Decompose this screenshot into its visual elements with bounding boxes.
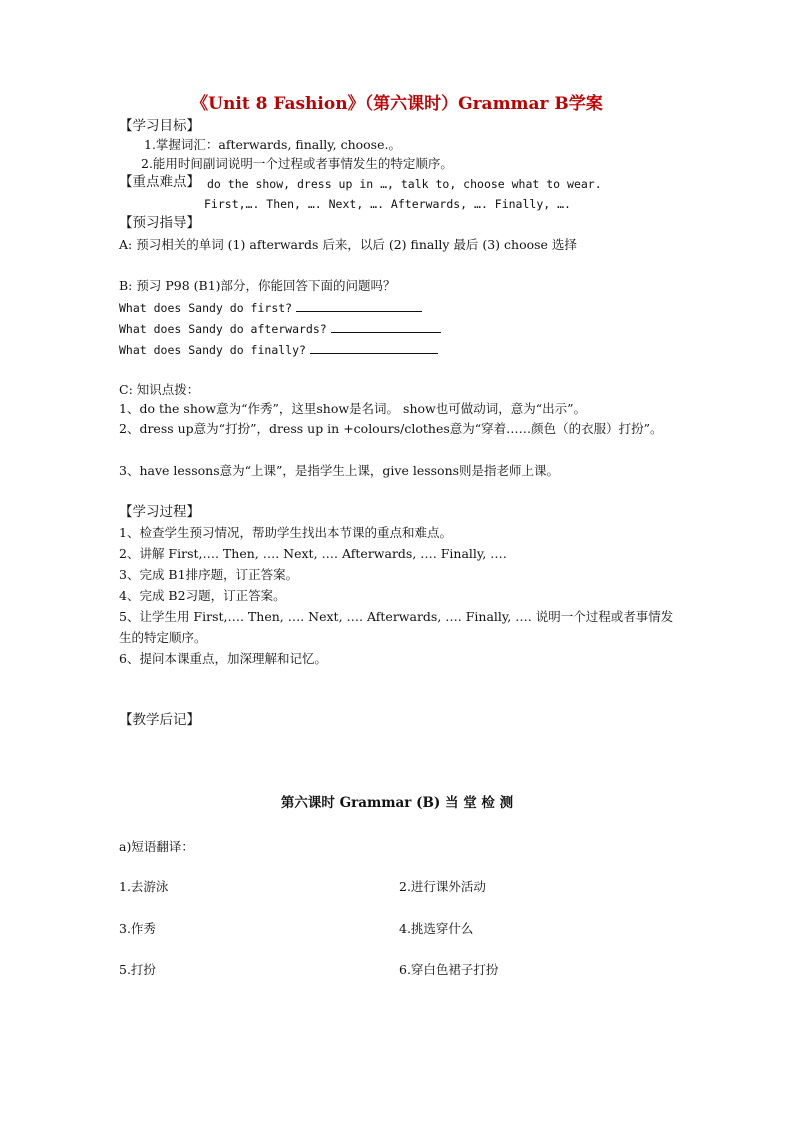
preview-b-line: B: 预习 P98 (B1)部分，你能回答下面的问题吗？ <box>119 278 396 293</box>
phrase-item-2: 2.进行课外活动 <box>399 879 486 894</box>
preview-a-line: A: 预习相关的单词 (1) afterwards 后来，以后 (2) finally 最后 (3) choose 选择 <box>119 237 577 252</box>
process-item-1: 1、检查学生预习情况，帮助学生找出本节课的重点和难点。 <box>119 525 452 540</box>
question-3-text: What does Sandy do finally? <box>119 343 306 357</box>
key-points-heading: 【重点难点】 <box>119 174 200 190</box>
question-1 <box>119 299 422 316</box>
knowledge-item-3: 3、have lessons意为“上课”，是指学生上课，give lessons则是指老师上课。 <box>119 463 560 478</box>
key-points-line-2: First,…. Then, …. Next, …. Afterwards, …. Finally, …. <box>204 197 571 211</box>
preview-c-heading: C: 知识点拨： <box>119 382 200 397</box>
process-item-4: 4、完成 B2习题，订正答案。 <box>119 588 286 603</box>
phrase-item-3: 3.作秀 <box>119 921 156 936</box>
preview-heading: 【预习指导】 <box>119 215 200 231</box>
process-item-6: 6、提问本课重点，加深理解和记忆。 <box>119 651 327 666</box>
question-2-text: What does Sandy do afterwards? <box>119 322 327 336</box>
answer-blank-1[interactable] <box>296 299 422 312</box>
knowledge-item-2: 2、dress up意为“打扮”，dress up in +colours/clothes意为“穿着……颜色（的衣服）打扮”。 <box>119 421 663 436</box>
process-item-2: 2、讲解 First,…. Then, …. Next, …. Afterwards, …. Finally, …. <box>119 546 507 561</box>
postscript-heading: 【教学后记】 <box>119 712 200 728</box>
key-points-line-1: do the show, dress up in …, talk to, choose what to wear. <box>207 177 602 191</box>
document-title: 《Unit 8 Fashion》（第六课时）Grammar B学案 <box>191 94 603 114</box>
objectives-heading: 【学习目标】 <box>119 118 200 134</box>
objective-item-2: 2.能用时间副词说明一个过程或者事情发生的特定顺序。 <box>141 156 453 171</box>
objective-item-1: 1.掌握词汇：afterwards, finally, choose.。 <box>144 137 401 152</box>
question-3 <box>119 341 438 358</box>
process-item-3: 3、完成 B1排序题，订正答案。 <box>119 567 299 582</box>
process-heading: 【学习过程】 <box>119 504 200 520</box>
phrase-item-6: 6.穿白色裙子打扮 <box>399 962 499 977</box>
question-2 <box>119 320 441 337</box>
answer-blank-3[interactable] <box>310 341 438 354</box>
check-section-a: a)短语翻译： <box>119 839 194 854</box>
phrase-item-4: 4.挑选穿什么 <box>399 921 474 936</box>
phrase-item-1: 1.去游泳 <box>119 879 169 894</box>
question-1-text: What does Sandy do first? <box>119 301 293 315</box>
phrase-item-5: 5.打扮 <box>119 962 156 977</box>
knowledge-item-1: 1、do the show意为“作秀”，这里show是名词。 show也可做动词，意为“出示”。 <box>119 401 587 416</box>
process-item-5: 5、让学生用 First,…. Then, …. Next, …. Afterwards, …. Finally, …. 说明一个过程或者事情发生的特定顺序。 <box>119 609 674 645</box>
answer-blank-2[interactable] <box>331 320 441 333</box>
check-title: 第六课时 Grammar (B) 当 堂 检 测 <box>280 795 514 811</box>
